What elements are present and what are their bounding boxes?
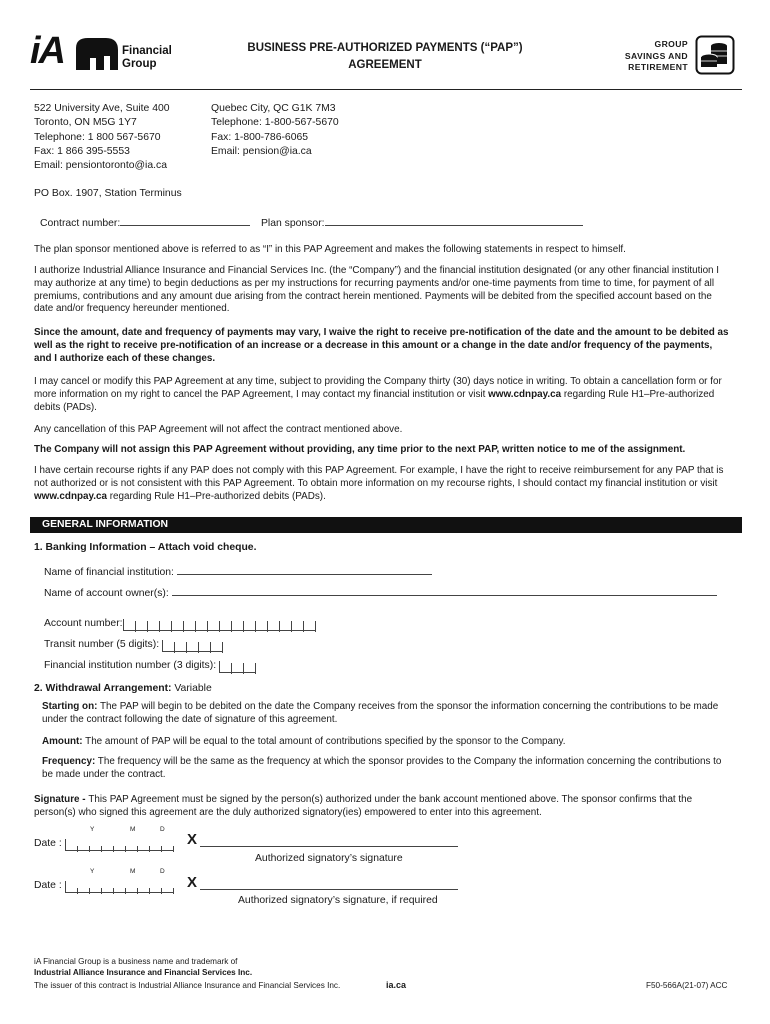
form-title: BUSINESS PRE-AUTHORIZED PAYMENTS (“PAP”) AGREEMENT — [247, 42, 523, 71]
contract-number-field[interactable]: Contract number: — [40, 215, 250, 231]
paragraph-plan-sponsor: The plan sponsor mentioned above is referred to as “I” in this PAP Agreement and makes the following statements in respect to himself. — [34, 244, 626, 255]
paragraph-cancel: I may cancel or modify this PAP Agreement at any time, subject to providing the Company thirty (30) days notice in writing. To obtain a cancellation form or for more information on my right to cancel the PAP Agreement, I may contact my financial institution or visit www.cdnpay.ca regarding Rule H1–Pre-authorized debits (PADs). — [34, 376, 722, 413]
signature-line-2[interactable] — [200, 889, 458, 890]
frequency-text: Frequency: The frequency will be the same as the frequency at which the sponsor provides to the Company the information concerning the contributions to be made under the contract. — [42, 756, 722, 780]
signature-statement: Signature - This PAP Agreement must be signed by the person(s) authorized under the bank account mentioned above. The sponsor confirms that the person(s) who signed this agreement are the duly authorized signatory(ies) empowered to enter into this agreement. — [34, 794, 693, 818]
signature-caption-2: Authorized signatory’s signature, if required — [238, 895, 438, 906]
footer-trademark: iA Financial Group is a business name and trademark of Industrial Alliance Insurance and Financial Services Inc. — [34, 957, 253, 977]
institution-number-field[interactable]: Financial institution number (3 digits): — [44, 659, 256, 673]
toronto-address: 522 University Ave, Suite 400 Toronto, ON M5G 1Y7 Telephone: 1 800 567-5670 Fax: 1 866 395-5553 Email: pensiontoronto@ia.ca — [34, 103, 170, 172]
signature-caption-1: Authorized signatory’s signature — [255, 853, 403, 864]
po-box: PO Box. 1907, Station Terminus — [34, 188, 182, 199]
paragraph-cancellation-effect: Any cancellation of this PAP Agreement will not affect the contract mentioned above. — [34, 424, 403, 435]
transit-number-field[interactable]: Transit number (5 digits): — [44, 638, 223, 652]
footer-site-link[interactable]: ia.ca — [386, 980, 407, 990]
starting-on-text: Starting on: The PAP will begin to be debited on the date the Company receives from the sponsor the information concerning the contributions to be made under the contract following the date of signature of this agreement. — [42, 701, 719, 725]
plan-sponsor-field[interactable]: Plan sponsor: — [261, 215, 583, 231]
amount-text: Amount: The amount of PAP will be equal to the total amount of contributions specified by the sponsor to the Company. — [42, 736, 566, 747]
coins-icon — [695, 35, 735, 75]
month-label: M — [130, 868, 136, 875]
cdnpay-link[interactable]: www.cdnpay.ca — [34, 490, 107, 502]
paragraph-assignment: The Company will not assign this PAP Agreement without providing, any time prior to the next PAP, written notice to me of the assignment. — [34, 444, 686, 455]
paragraph-recourse: I have certain recourse rights if any PAP does not comply with this PAP Agreement. For example, I have the right to receive reimbursement for any PAP that is not authorized or is not consistent with this PAP Agreement. To obtain more information on my recourse rights, I should contact my financial institution or visit www.cdnpay.ca regarding Rule H1–Pre-authorized debits (PADs). — [34, 465, 724, 502]
general-information-header: GENERAL INFORMATION — [30, 517, 742, 533]
signature-line-1[interactable] — [200, 846, 458, 847]
day-label: D — [160, 826, 165, 833]
quebec-address: Quebec City, QC G1K 7M3 Telephone: 1-800-567-5670 Fax: 1-800-786-6065 Email: pension@ia.ca — [211, 103, 339, 157]
date-field-2[interactable]: Date : — [34, 879, 174, 893]
signature-x-mark: X — [187, 874, 198, 891]
day-label: D — [160, 868, 165, 875]
account-number-field[interactable]: Account number: — [44, 617, 316, 631]
header-divider — [30, 89, 742, 90]
institution-name-field[interactable]: Name of financial institution: — [44, 564, 432, 580]
cdnpay-link[interactable]: www.cdnpay.ca — [488, 388, 562, 400]
signature-x-mark: X — [187, 831, 198, 848]
paragraph-authorization: I authorize Industrial Alliance Insurance and Financial Services Inc. (the “Company”) and the financial institution designated (or any other financial institution I may authorize at any time) to begin deductions as per my instructions for recurring payments and/or one-time payments from time to time, for payment of all premiums, contributions and any amount due arising from the contract herein mentioned. Payments will be debited from the specified account based on the date and/or frequency hereunder mentioned. — [34, 265, 720, 315]
date-field-1[interactable]: Date : — [34, 837, 174, 851]
withdrawal-heading: 2. Withdrawal Arrangement: Variable — [34, 683, 212, 694]
month-label: M — [130, 826, 136, 833]
elephant-logo-icon — [72, 34, 120, 72]
logo-text: Financial Group — [122, 45, 172, 70]
account-owners-field[interactable]: Name of account owner(s): — [44, 585, 717, 601]
paragraph-waiver: Since the amount, date and frequency of payments may vary, I waive the right to receive pre-notification of the date and the amount to be debited as well as the right to receive pre-notification of an increase or a decrease in this amount or a change in the date and/or frequency of the payments, and I authorize each of these changes. — [34, 327, 729, 364]
ia-logo-mark: iA — [30, 30, 64, 72]
footer-issuer: The issuer of this contract is Industrial Alliance Insurance and Financial Services Inc. — [34, 981, 341, 990]
group-savings-label: GROUP SAVINGS AND RETIREMENT — [624, 39, 688, 72]
banking-heading: 1. Banking Information – Attach void cheque. — [34, 542, 257, 553]
form-code: F50-566A(21-07) ACC — [646, 981, 728, 990]
year-label: Y — [90, 868, 95, 875]
year-label: Y — [90, 826, 95, 833]
